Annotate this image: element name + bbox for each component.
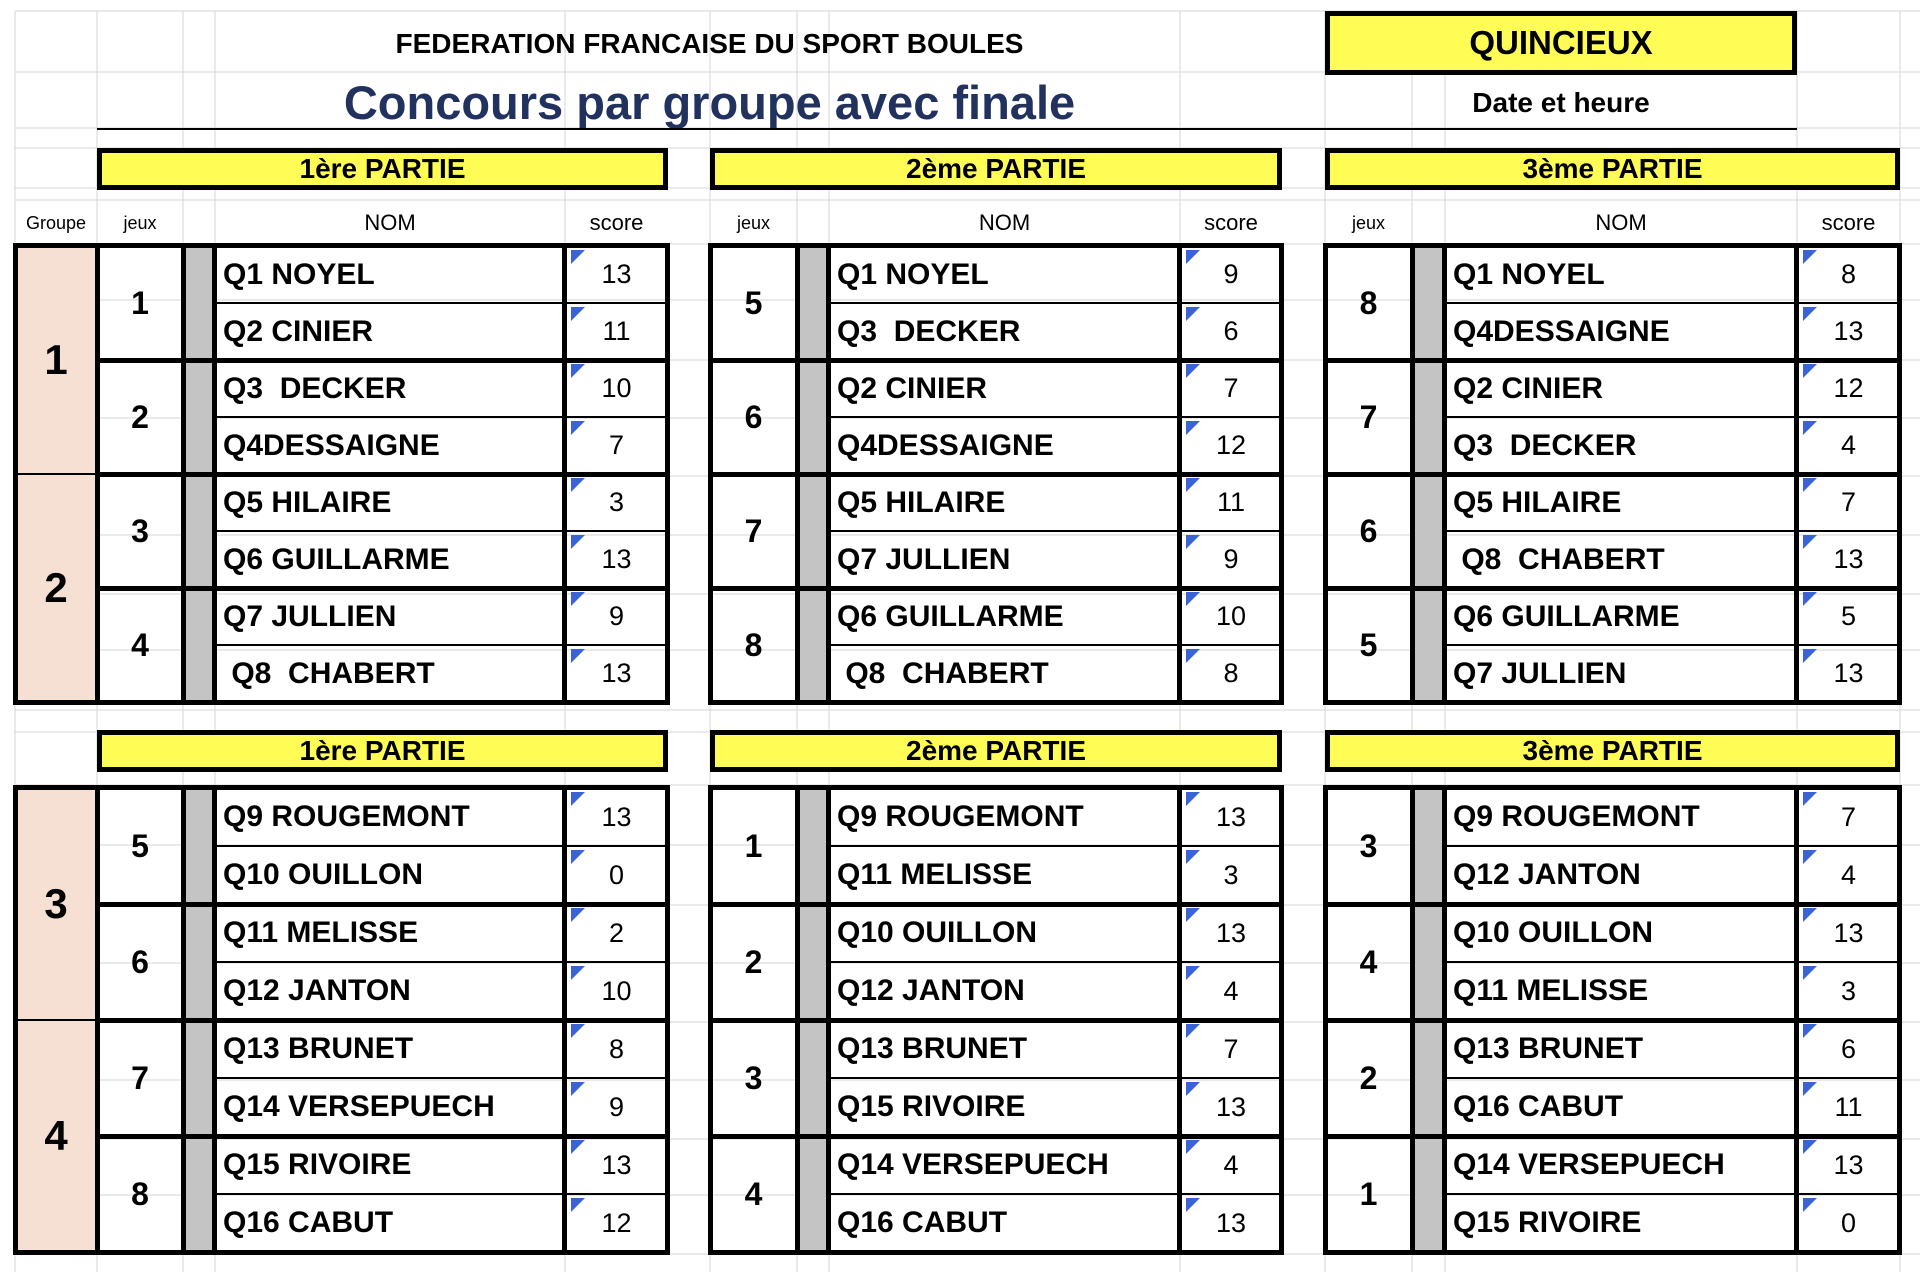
player-name-cell[interactable]: Q7 JULLIEN: [837, 542, 1011, 576]
score-cell[interactable]: 7: [1223, 373, 1239, 403]
jeux-border: [795, 246, 800, 702]
score-cell[interactable]: 3: [608, 487, 625, 517]
score-note-flag-icon: [1803, 649, 1817, 663]
score-header[interactable]: score: [589, 210, 644, 235]
jeux-header[interactable]: jeux: [736, 212, 771, 233]
score-note-flag-icon: [1803, 966, 1817, 980]
score-cell[interactable]: 4: [1840, 430, 1857, 460]
player-name-cell[interactable]: Q10 OUILLON: [1453, 916, 1654, 949]
player-name-cell[interactable]: Q2 CINIER: [223, 314, 374, 348]
player-name-cell[interactable]: Q16 CABUT: [223, 1206, 394, 1239]
score-note-flag-icon: [1803, 850, 1817, 864]
score-note-flag-icon: [1803, 364, 1817, 378]
score-cell[interactable]: 8: [1223, 658, 1239, 688]
player-name-cell[interactable]: Q12 JANTON: [223, 974, 411, 1007]
player-name-cell[interactable]: Q4DESSAIGNE: [1453, 314, 1670, 348]
score-note-flag-icon: [1186, 966, 1200, 980]
score-note-flag-icon: [1186, 908, 1200, 922]
name-border-left: [826, 788, 831, 1252]
jeux-number-cell[interactable]: 4: [744, 1175, 763, 1212]
score-border-left: [1794, 246, 1799, 702]
player-name-cell[interactable]: Q16 CABUT: [1453, 1090, 1624, 1123]
score-border-left: [562, 788, 567, 1252]
player-name-cell[interactable]: Q3 DECKER: [223, 371, 407, 405]
section-border-left: [95, 243, 100, 704]
score-note-flag-icon: [1186, 307, 1200, 321]
score-cell[interactable]: 13: [1833, 658, 1864, 688]
jeux-number-cell[interactable]: 1: [1359, 1175, 1378, 1212]
score-note-flag-icon: [1186, 250, 1200, 264]
score-note-flag-icon: [571, 649, 585, 663]
jeux-border: [1410, 788, 1415, 1252]
score-note-flag-icon: [571, 364, 585, 378]
section-border-right: [1897, 785, 1902, 1254]
score-cell[interactable]: 9: [1223, 259, 1239, 289]
score-note-flag-icon: [1803, 421, 1817, 435]
score-cell[interactable]: 5: [1840, 601, 1857, 631]
player-name-cell[interactable]: Q1 NOYEL: [837, 257, 989, 291]
score-note-flag-icon: [1186, 649, 1200, 663]
player-name-cell[interactable]: Q13 BRUNET: [1453, 1032, 1644, 1065]
score-border-left: [1177, 788, 1182, 1252]
score-cell[interactable]: 4: [1840, 859, 1857, 890]
player-name-cell[interactable]: Q8 CHABERT: [1453, 542, 1665, 576]
score-header[interactable]: score: [1204, 210, 1258, 235]
jeux-number-cell[interactable]: 6: [744, 398, 763, 435]
name-border-left: [1442, 246, 1447, 702]
jeux-number-cell[interactable]: 3: [744, 1059, 763, 1096]
jeux-border: [795, 788, 800, 1252]
score-cell[interactable]: 13: [601, 1149, 632, 1180]
player-name-cell[interactable]: Q8 CHABERT: [223, 656, 435, 690]
score-note-flag-icon: [1803, 1198, 1817, 1212]
score-cell[interactable]: 9: [1223, 544, 1239, 574]
section-border-left: [95, 785, 100, 1254]
jeux-number-cell[interactable]: 8: [1359, 284, 1378, 321]
score-note-flag-icon: [571, 1140, 585, 1154]
jeux-header[interactable]: jeux: [123, 212, 157, 233]
score-cell[interactable]: 13: [1833, 316, 1864, 346]
nom-header[interactable]: NOM: [364, 210, 416, 235]
player-name-cell[interactable]: Q2 CINIER: [837, 371, 988, 405]
player-name-cell[interactable]: Q14 VERSEPUECH: [837, 1148, 1109, 1181]
score-cell[interactable]: 3: [1840, 975, 1857, 1006]
partie-header[interactable]: 2ème PARTIE: [710, 730, 1282, 772]
score-cell[interactable]: 12: [601, 1207, 632, 1238]
score-note-flag-icon: [1186, 1024, 1200, 1038]
player-name-cell[interactable]: Q16 CABUT: [837, 1206, 1008, 1239]
jeux-number-cell[interactable]: 1: [744, 827, 763, 864]
jeux-number-cell[interactable]: 6: [1359, 512, 1378, 549]
jeux-border: [1410, 246, 1415, 702]
jeux-number-cell[interactable]: 4: [1359, 943, 1378, 980]
group-border-top: [13, 243, 97, 248]
score-note-flag-icon: [571, 1198, 585, 1212]
score-cell[interactable]: 4: [1223, 1149, 1239, 1180]
jeux-number-cell[interactable]: 7: [744, 512, 763, 549]
score-border-left: [1177, 246, 1182, 702]
score-cell[interactable]: 11: [1834, 1091, 1863, 1122]
jeux-number-cell[interactable]: 3: [1359, 827, 1378, 864]
player-name-cell[interactable]: Q15 RIVOIRE: [1453, 1206, 1642, 1239]
group-border-bottom: [13, 700, 97, 705]
score-cell[interactable]: 13: [1215, 801, 1247, 832]
jeux-number-cell[interactable]: 2: [131, 398, 149, 435]
score-cell[interactable]: 6: [1223, 316, 1239, 346]
jeux-number-cell[interactable]: 3: [131, 512, 149, 549]
player-name-cell[interactable]: Q9 ROUGEMONT: [1453, 800, 1700, 833]
jeux-number-cell[interactable]: 7: [131, 1059, 149, 1096]
score-note-flag-icon: [1803, 1082, 1817, 1096]
section-border-left: [708, 243, 713, 704]
score-cell[interactable]: 13: [601, 801, 632, 832]
score-cell[interactable]: 4: [1223, 975, 1239, 1006]
score-note-flag-icon: [1803, 592, 1817, 606]
player-name-cell[interactable]: Q13 BRUNET: [837, 1032, 1028, 1065]
section-border-left: [708, 785, 713, 1254]
score-cell[interactable]: 6: [1840, 1033, 1857, 1064]
score-cell[interactable]: 13: [1215, 1091, 1247, 1122]
score-border-left: [1794, 788, 1799, 1252]
score-note-flag-icon: [571, 592, 585, 606]
section-border-right: [1897, 243, 1902, 704]
player-name-cell[interactable]: Q3 DECKER: [1453, 428, 1637, 462]
player-name-cell[interactable]: Q9 ROUGEMONT: [223, 800, 470, 833]
score-cell[interactable]: 7: [1223, 1033, 1239, 1064]
player-name-cell[interactable]: Q15 RIVOIRE: [837, 1090, 1026, 1123]
section-border-right: [1279, 243, 1284, 704]
partie-header[interactable]: 1ère PARTIE: [97, 148, 668, 190]
score-note-flag-icon: [571, 966, 585, 980]
jeux-number-cell[interactable]: 5: [131, 827, 149, 864]
player-name-cell[interactable]: Q5 HILAIRE: [1453, 485, 1622, 519]
jeux-number-cell[interactable]: 5: [744, 284, 763, 321]
score-note-flag-icon: [1186, 421, 1200, 435]
jeux-border: [181, 788, 186, 1252]
player-name-cell[interactable]: Q7 JULLIEN: [1453, 656, 1627, 690]
score-cell[interactable]: 12: [1833, 373, 1864, 403]
player-name-cell[interactable]: Q6 GUILLARME: [223, 542, 450, 576]
group-number-cell[interactable]: 4: [15, 1020, 97, 1252]
score-cell[interactable]: 0: [1840, 1207, 1857, 1238]
player-name-cell[interactable]: Q13 BRUNET: [223, 1032, 414, 1065]
section-border-right: [1279, 785, 1284, 1254]
score-note-flag-icon: [571, 250, 585, 264]
jeux-number-cell[interactable]: 8: [131, 1175, 149, 1212]
player-name-cell[interactable]: Q5 HILAIRE: [223, 485, 392, 519]
player-name-cell[interactable]: Q14 VERSEPUECH: [223, 1090, 495, 1123]
score-note-flag-icon: [571, 1082, 585, 1096]
player-name-cell[interactable]: Q11 MELISSE: [223, 916, 419, 949]
group-border-top: [13, 785, 97, 790]
player-name-cell[interactable]: Q5 HILAIRE: [837, 485, 1006, 519]
score-cell[interactable]: 13: [1833, 1149, 1864, 1180]
score-note-flag-icon: [1186, 535, 1200, 549]
title-underline: [97, 128, 1797, 130]
groupe-header[interactable]: Groupe: [25, 212, 87, 233]
section-border-left: [1323, 243, 1328, 704]
score-note-flag-icon: [571, 792, 585, 806]
score-border-left: [562, 246, 567, 702]
name-border-left: [212, 788, 217, 1252]
nom-header[interactable]: NOM: [978, 210, 1031, 235]
score-cell[interactable]: 7: [608, 430, 625, 460]
score-note-flag-icon: [571, 908, 585, 922]
score-cell[interactable]: 13: [1215, 1207, 1247, 1238]
jeux-number-cell[interactable]: 5: [1359, 626, 1378, 663]
venue-cell[interactable]: QUINCIEUX: [1325, 11, 1797, 75]
score-note-flag-icon: [1186, 364, 1200, 378]
player-name-cell[interactable]: Q11 MELISSE: [837, 858, 1033, 891]
score-note-flag-icon: [1186, 1140, 1200, 1154]
score-note-flag-icon: [571, 478, 585, 492]
score-note-flag-icon: [1186, 850, 1200, 864]
score-cell[interactable]: 13: [1833, 917, 1864, 948]
player-name-cell[interactable]: Q10 OUILLON: [837, 916, 1038, 949]
federation-title[interactable]: FEDERATION FRANCAISE DU SPORT BOULES: [395, 28, 1024, 59]
score-note-flag-icon: [1803, 1140, 1817, 1154]
jeux-number-cell[interactable]: 1: [131, 284, 149, 321]
group-number-cell[interactable]: 2: [15, 474, 97, 702]
group-divider: [15, 1019, 97, 1021]
player-name-cell[interactable]: Q12 JANTON: [1453, 858, 1641, 891]
player-name-cell[interactable]: Q11 MELISSE: [1453, 974, 1649, 1007]
section-border-left: [1323, 785, 1328, 1254]
player-name-cell[interactable]: Q4DESSAIGNE: [837, 428, 1054, 462]
score-cell[interactable]: 7: [1840, 487, 1857, 517]
player-name-cell[interactable]: Q7 JULLIEN: [223, 599, 397, 633]
partie-header[interactable]: 3ème PARTIE: [1325, 148, 1900, 190]
score-note-flag-icon: [571, 850, 585, 864]
group-number-cell[interactable]: 1: [15, 246, 97, 474]
jeux-header[interactable]: jeux: [1351, 212, 1386, 233]
score-note-flag-icon: [1186, 1082, 1200, 1096]
score-note-flag-icon: [1803, 307, 1817, 321]
player-name-cell[interactable]: Q3 DECKER: [837, 314, 1021, 348]
jeux-number-cell[interactable]: 6: [131, 943, 149, 980]
date-time-cell[interactable]: Date et heure: [1472, 87, 1650, 118]
score-note-flag-icon: [571, 535, 585, 549]
score-header[interactable]: score: [1821, 210, 1876, 235]
player-name-cell[interactable]: Q6 GUILLARME: [837, 599, 1064, 633]
score-cell[interactable]: 13: [1215, 917, 1247, 948]
score-cell[interactable]: 13: [1833, 544, 1864, 574]
section-border-right: [665, 785, 670, 1254]
score-note-flag-icon: [1803, 250, 1817, 264]
player-name-cell[interactable]: Q12 JANTON: [837, 974, 1025, 1007]
jeux-number-cell[interactable]: 2: [1359, 1059, 1378, 1096]
score-cell[interactable]: 10: [1215, 601, 1247, 631]
player-name-cell[interactable]: Q1 NOYEL: [223, 257, 375, 291]
partie-header[interactable]: 1ère PARTIE: [97, 730, 668, 772]
score-cell[interactable]: 11: [1216, 487, 1246, 517]
score-cell[interactable]: 3: [1223, 859, 1239, 890]
score-note-flag-icon: [1186, 792, 1200, 806]
score-cell[interactable]: 13: [601, 259, 632, 289]
score-cell[interactable]: 9: [608, 1091, 625, 1122]
score-cell[interactable]: 13: [601, 544, 632, 574]
score-cell[interactable]: 10: [601, 373, 632, 403]
jeux-number-cell[interactable]: 8: [744, 626, 763, 663]
player-name-cell[interactable]: Q8 CHABERT: [837, 656, 1049, 690]
score-note-flag-icon: [1186, 1198, 1200, 1212]
score-note-flag-icon: [571, 307, 585, 321]
score-note-flag-icon: [1803, 792, 1817, 806]
player-name-cell[interactable]: Q15 RIVOIRE: [223, 1148, 412, 1181]
player-name-cell[interactable]: Q1 NOYEL: [1453, 257, 1605, 291]
score-cell[interactable]: 9: [608, 601, 625, 631]
jeux-border: [181, 246, 186, 702]
score-note-flag-icon: [1803, 1024, 1817, 1038]
score-note-flag-icon: [1803, 535, 1817, 549]
score-note-flag-icon: [1186, 592, 1200, 606]
score-cell[interactable]: 12: [1215, 430, 1247, 460]
score-cell[interactable]: 11: [602, 316, 631, 346]
name-border-left: [826, 246, 831, 702]
section-border-right: [665, 243, 670, 704]
page-title[interactable]: Concours par groupe avec finale: [343, 75, 1076, 129]
score-cell[interactable]: 8: [608, 1033, 625, 1064]
score-cell[interactable]: 7: [1840, 801, 1857, 832]
score-cell[interactable]: 0: [608, 859, 625, 890]
name-border-left: [212, 246, 217, 702]
player-name-cell[interactable]: Q10 OUILLON: [223, 858, 424, 891]
player-name-cell[interactable]: Q4DESSAIGNE: [223, 428, 440, 462]
score-cell[interactable]: 10: [601, 975, 632, 1006]
score-note-flag-icon: [571, 1024, 585, 1038]
nom-header[interactable]: NOM: [1595, 210, 1647, 235]
group-divider: [15, 473, 97, 475]
jeux-number-cell[interactable]: 4: [131, 626, 149, 663]
jeux-number-cell[interactable]: 7: [1359, 398, 1378, 435]
player-name-cell[interactable]: Q9 ROUGEMONT: [837, 800, 1084, 833]
score-note-flag-icon: [1803, 478, 1817, 492]
score-cell[interactable]: 2: [608, 917, 625, 948]
partie-header[interactable]: 3ème PARTIE: [1325, 730, 1900, 772]
score-cell[interactable]: 13: [601, 658, 632, 688]
player-name-cell[interactable]: Q2 CINIER: [1453, 371, 1604, 405]
name-border-left: [1442, 788, 1447, 1252]
score-note-flag-icon: [1803, 908, 1817, 922]
group-number-cell[interactable]: 3: [15, 788, 97, 1020]
group-border-bottom: [13, 1250, 97, 1255]
jeux-number-cell[interactable]: 2: [744, 943, 763, 980]
score-cell[interactable]: 8: [1840, 259, 1857, 289]
player-name-cell[interactable]: Q14 VERSEPUECH: [1453, 1148, 1725, 1181]
score-note-flag-icon: [1186, 478, 1200, 492]
player-name-cell[interactable]: Q6 GUILLARME: [1453, 599, 1680, 633]
score-note-flag-icon: [571, 421, 585, 435]
partie-header[interactable]: 2ème PARTIE: [710, 148, 1282, 190]
